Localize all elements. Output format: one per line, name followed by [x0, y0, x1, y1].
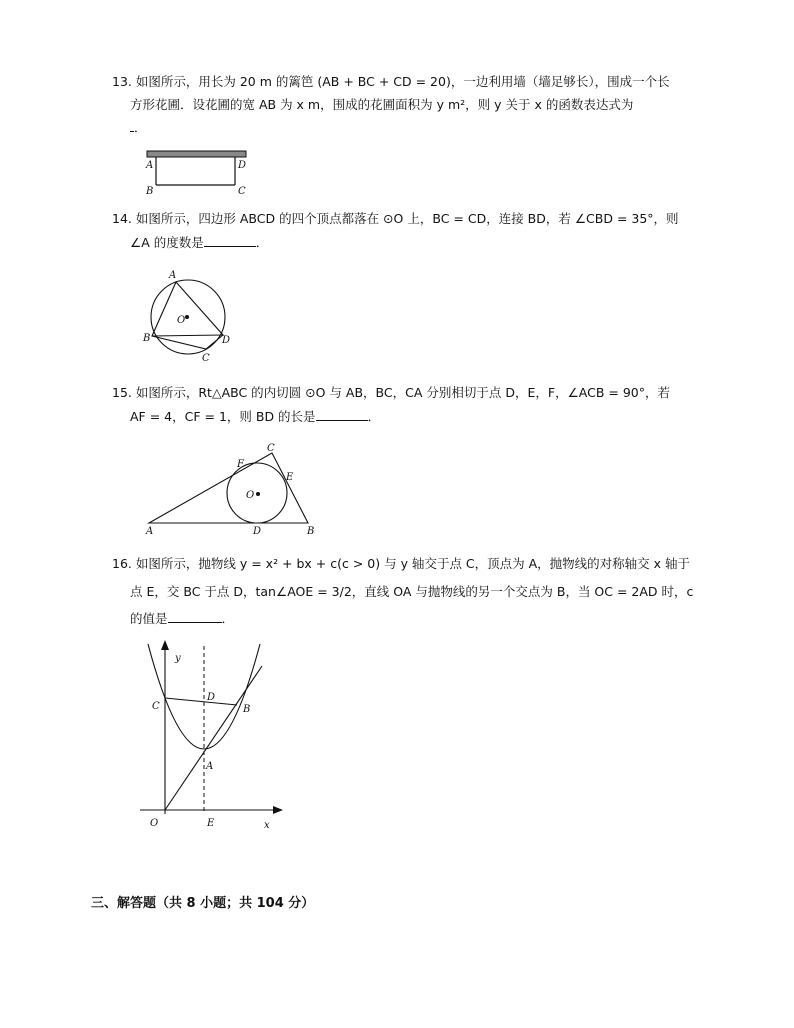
point-label-e: E	[286, 472, 294, 483]
x-axis-arrow	[273, 806, 283, 814]
figure-inscribed-quadrilateral	[138, 266, 238, 366]
question-number: 14.	[112, 211, 132, 226]
axis-label-x: x	[264, 820, 270, 831]
point-label-a: A	[169, 270, 177, 281]
question-text: 点 E，交 BC 于点 D，tan∠AOE = 3/2，直线 OA 与抛物线的另一个交点为 B，当 OC = 2AD 时，c	[130, 584, 694, 599]
point-label-a: A	[146, 160, 154, 171]
answer-blank	[316, 409, 368, 421]
point-label-d: D	[253, 526, 262, 537]
wall-shape	[147, 151, 246, 157]
question-text: 如图所示，抛物线 y = x² + bx + c(c > 0) 与 y 轴交于点 C，顶点为 A，抛物线的对称轴交 x 轴于	[135, 556, 691, 571]
question-text: 如图所示，用长为 20 m 的篱笆 (AB + BC + CD = 20)，一边利用墙（墙足够长），围成一个长	[135, 74, 670, 89]
question-16-line-1	[112, 556, 690, 572]
point-label-b: B	[243, 704, 251, 715]
question-text: ．	[134, 120, 147, 135]
question-13-line-1	[112, 74, 670, 90]
question-number: 15.	[112, 385, 132, 400]
question-15-line-2	[130, 409, 380, 425]
answer-blank	[204, 235, 256, 247]
question-number: 16.	[112, 556, 132, 571]
question-14-line-1	[112, 211, 679, 227]
point-label-o: O	[150, 818, 159, 829]
question-text: ．	[367, 409, 381, 424]
question-text: 如图所示，四边形 ABCD 的四个顶点都落在 ⊙O 上，BC = CD，连接 BD，若 ∠CBD = 35°，则	[135, 211, 679, 226]
point-label-d: D	[238, 160, 247, 171]
point-label-d: D	[222, 335, 231, 346]
point-label-b: B	[143, 333, 151, 344]
point-label-c: C	[238, 186, 246, 197]
center-point	[185, 315, 189, 319]
point-label-o: O	[246, 490, 255, 501]
axis-label-y: y	[175, 653, 181, 664]
point-label-b: B	[146, 186, 154, 197]
point-label-o: O	[177, 315, 186, 326]
question-13-line-2	[130, 97, 633, 113]
question-text: ∠A 的度数是	[130, 235, 204, 250]
point-label-a: A	[206, 761, 214, 772]
question-text: 的值是	[130, 611, 168, 626]
question-15-line-1	[112, 385, 670, 401]
question-text: 方形花圃．设花圃的宽 AB 为 x m，围成的花圃面积为 y m²，则 y 关于 x 的函数表达式为	[130, 97, 634, 112]
question-16-line-3	[130, 611, 234, 627]
point-label-b: B	[307, 526, 315, 537]
question-text: AF = 4，CF = 1，则 BD 的长是	[130, 409, 316, 424]
question-text: 如图所示，Rt△ABC 的内切圆 ⊙O 与 AB，BC，CA 分别相切于点 D，E，F，∠ACB = 90°，若	[135, 385, 670, 400]
point-label-d: D	[207, 692, 216, 703]
y-axis-arrow	[161, 640, 169, 650]
point-label-a: A	[146, 526, 154, 537]
section-title: 三、解答题（共 8 小题；共 104 分）	[91, 896, 315, 911]
question-text: ．	[221, 611, 235, 626]
center-point	[256, 492, 260, 496]
answer-blank	[168, 611, 222, 623]
figure-incircle-triangle	[140, 440, 325, 535]
point-label-f: F	[237, 459, 244, 470]
segment-bd	[152, 335, 223, 336]
point-label-c: C	[202, 353, 210, 364]
line-oa	[165, 666, 262, 810]
segment-cb	[165, 698, 237, 705]
question-text: ．	[255, 235, 269, 250]
triangle-abc	[149, 453, 308, 523]
question-14-line-2	[130, 235, 268, 251]
figure-fence-diagram	[140, 147, 260, 199]
question-13-line-3	[130, 120, 147, 136]
point-label-e: E	[207, 818, 215, 829]
point-label-c: C	[267, 443, 275, 454]
question-16-line-2	[130, 584, 693, 600]
question-number: 13.	[112, 74, 132, 89]
point-label-c: C	[152, 701, 160, 712]
figure-parabola	[140, 636, 290, 836]
